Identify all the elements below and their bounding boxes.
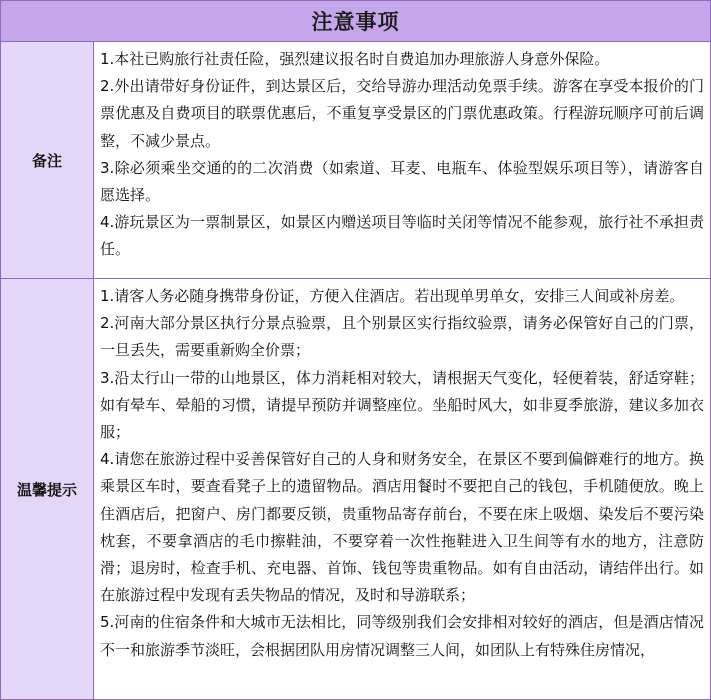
tips-content — [94, 279, 710, 699]
tips-item: 2.河南大部分景区执行分景点验票，且个别景区实行指纹验票，请务必保管好自己的门票，一旦丢失，需要重新购全价票； — [100, 314, 704, 360]
remarks-item: 3.除必须乘坐交通的的二次消费（如索道、耳麦、电瓶车、体验型娱乐项目等），请游客自愿选择。 — [100, 158, 704, 205]
tips-item: 3.沿太行山一带的山地景区，体力消耗相对较大，请根据天气变化，轻便着装，舒适穿鞋；如有晕车、晕船的习惯，请提早预防并调整座位。坐船时风大，如非夏季旅游，建议多加衣服； — [100, 368, 704, 442]
remarks-section — [0, 42, 711, 279]
remarks-item: 4.游玩景区为一票制景区，如景区内赠送项目等临时关闭等情况不能参观，旅行社不承担责任。 — [100, 213, 704, 259]
tips-item: 4.请您在旅游过程中妥善保管好自己的人身和财务安全，在景区不要到偏僻难行的地方。换乘景区车时，要查看凳子上的遗留物品。酒店用餐时不要把自己的钱包，手机随便放。晚上住酒店后，把窗户、房门都要反锁，贵重物品寄存前台，不要在床上吸烟、染发后不要污染枕套，不要拿酒店的毛巾擦鞋油，不要穿着一次性拖鞋进入卫生间等有水的地方，注意防滑；退房时，检查手机、充电器、首饰、钱包等贵重物品。如有自由活动，请结伴出行。如在旅游过程中发现有丢失物品的情况，及时和导游联系； — [100, 450, 704, 605]
remarks-item: 1.本社已购旅行社责任险，强烈建议报名时自费追加办理旅游人身意外保险。 — [100, 50, 610, 68]
remarks-item: 2.外出请带好身份证件，到达景区后，交给导游办理活动免票手续。游客在享受本报价的门票优惠及自费项目的联票优惠后，不重复享受景区的门票优惠政策。行程游玩顺序可前后调整，不减少景点。 — [100, 77, 704, 150]
table-title: 注意事项 — [0, 0, 711, 42]
tips-section — [0, 279, 711, 700]
remarks-content — [94, 42, 710, 278]
tips-label: 温馨提示 — [1, 279, 94, 699]
tips-item: 5.河南的住宿条件和大城市无法相比，同等级别我们会安排相对较好的酒店，但是酒店情况不一和旅游季节淡旺，会根据团队用房情况调整三人间，如团队上有特殊住房情况， — [100, 613, 704, 659]
tips-item: 1.请客人务必随身携带身份证，方便入住酒店。若出现单男单女，安排三人间或补房差。 — [100, 287, 685, 305]
remarks-label: 备注 — [1, 42, 94, 278]
